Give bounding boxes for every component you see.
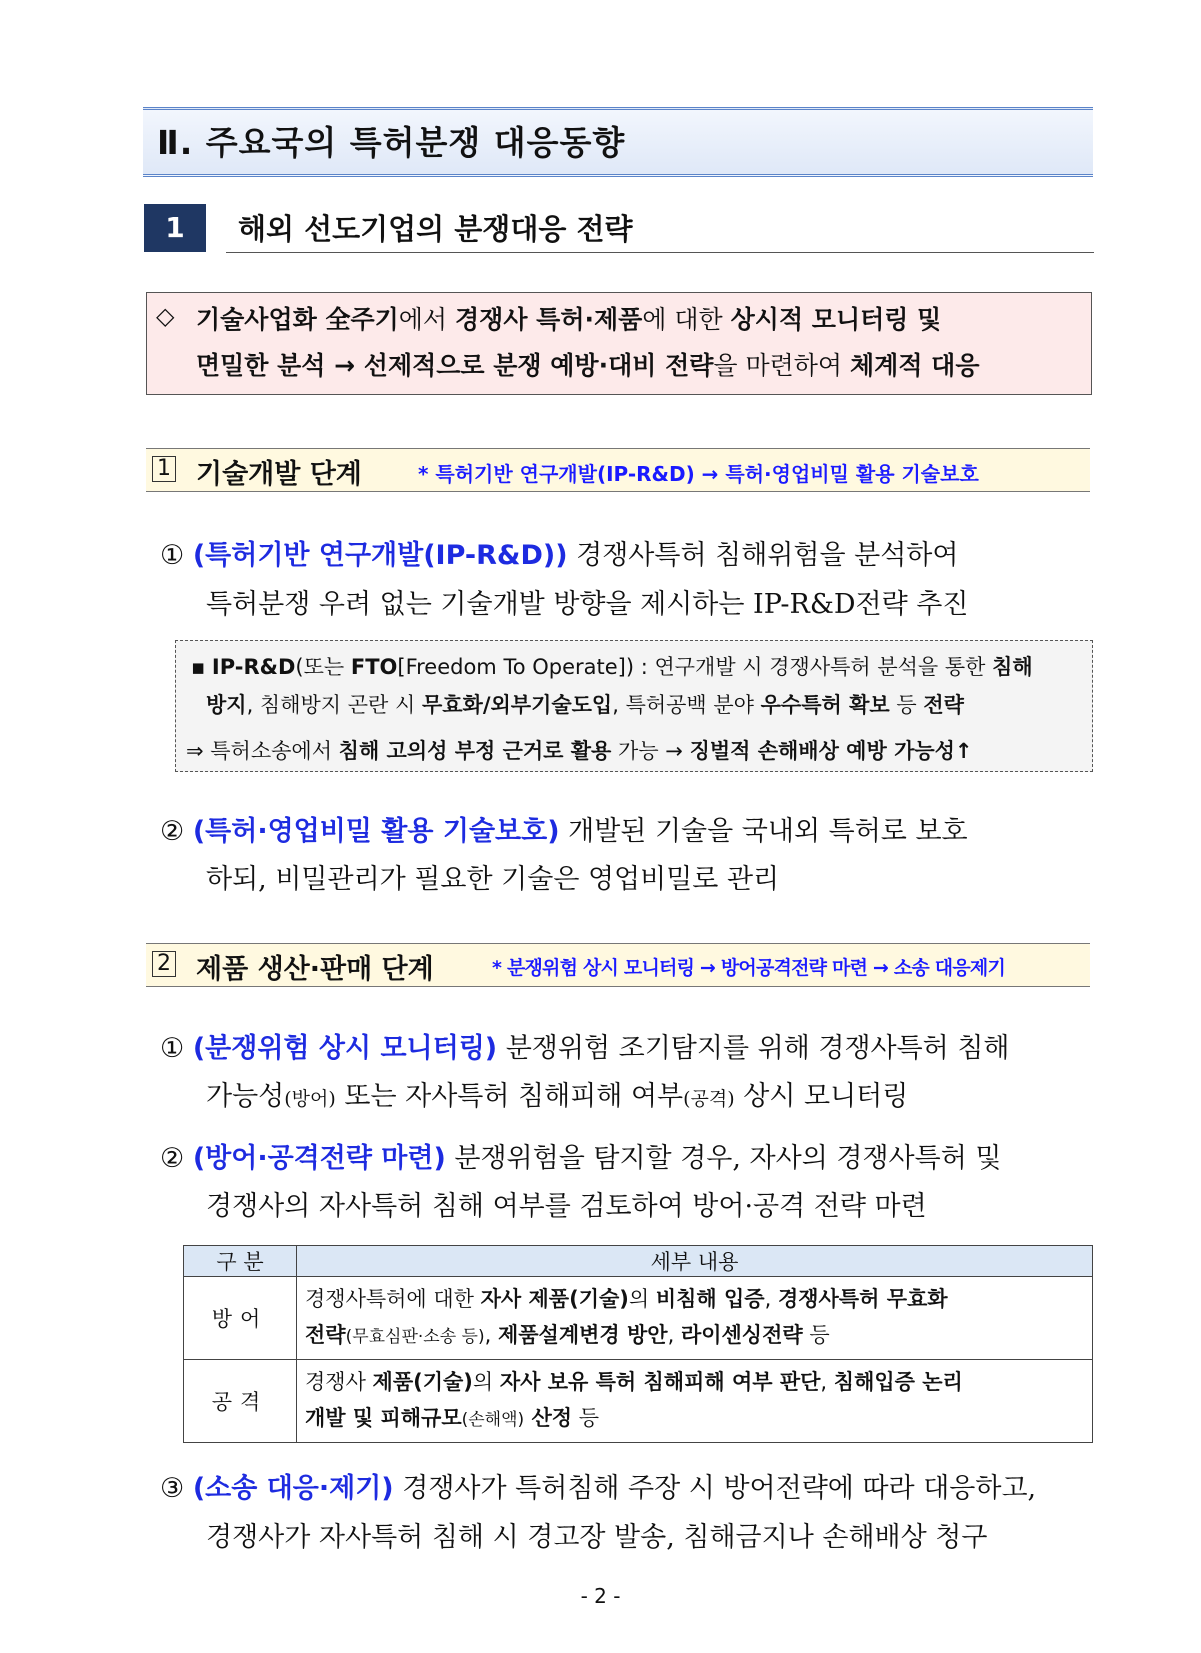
stage2-item-1-line1 xyxy=(160,1026,1010,1065)
text-run: 침해 고의성 부정 근거로 활용 xyxy=(338,739,612,763)
detail-line xyxy=(305,1317,1084,1355)
text-run: 제품설계변경 방안 xyxy=(497,1323,668,1347)
chapter-title: Ⅱ. 주요국의 특허분쟁 대응동향 xyxy=(157,123,626,162)
text-run: 개발 및 피해규모 xyxy=(305,1406,462,1430)
text-run: , xyxy=(820,1370,834,1394)
text-run: 경쟁사특허에 대한 xyxy=(305,1287,481,1311)
text-run: 기술사업화 全주기 xyxy=(196,305,399,334)
stage1-item-1-line2: 특허분쟁 우려 없는 기술개발 방향을 제시하는 IP-R&D전략 추진 xyxy=(206,589,969,620)
text-run: 침해입증 논리 xyxy=(833,1370,963,1394)
stage1-item-2-line1 xyxy=(160,809,968,848)
text-run: 의 xyxy=(628,1287,656,1311)
stage2-item-3-line1 xyxy=(160,1466,1036,1505)
stage-2-title: 제품 생산·판매 단계 xyxy=(196,954,434,985)
item-text: 분쟁위험 조기탐지를 위해 경쟁사특허 침해 xyxy=(497,1033,1010,1064)
item-text: 가능성 xyxy=(206,1081,285,1112)
text-run: 비침해 입증 xyxy=(655,1287,765,1311)
item-heading: (특허기반 연구개발(IP-R&D)) xyxy=(192,540,568,571)
text-run: 상시적 모니터링 및 xyxy=(730,305,942,334)
item-text: 개발된 기술을 국내외 특허로 보호 xyxy=(559,816,968,847)
detail-line xyxy=(305,1364,1084,1400)
detail-line xyxy=(305,1400,1084,1438)
table-row xyxy=(184,1360,1093,1443)
section-title: 해외 선도기업의 분쟁대응 전략 xyxy=(238,212,633,246)
text-run: (무효심판·소송 등) xyxy=(345,1327,485,1347)
summary-bullet: ◇ xyxy=(156,302,175,330)
text-run: , 침해방지 곤란 시 xyxy=(246,693,422,717)
table-cell-detail xyxy=(297,1360,1093,1443)
text-run: 을 마련하여 xyxy=(713,351,851,380)
text-run: ⇒ 특허소송에서 xyxy=(186,739,339,763)
text-run: 전략 xyxy=(305,1323,346,1347)
item-text: 경쟁사특허 침해위험을 분석하여 xyxy=(567,540,959,571)
text-run: 무효화/외부기술도입 xyxy=(421,693,613,717)
stage-1-number: 1 xyxy=(152,456,176,482)
text-run: [Freedom To Operate]) : 연구개발 시 경쟁사특허 분석을 통한 xyxy=(397,655,993,679)
table-cell-category: 방어 xyxy=(184,1277,297,1360)
summary-line-1 xyxy=(196,300,941,336)
text-run: 등 xyxy=(802,1323,830,1347)
table-cell-category: 공격 xyxy=(184,1360,297,1443)
item-heading: (특허·영업비밀 활용 기술보호) xyxy=(192,816,560,847)
text-run: 경쟁사 특허·제품 xyxy=(455,305,643,334)
text-run: 방지 xyxy=(206,693,247,717)
page-number: - 2 - xyxy=(580,1584,621,1608)
text-run: 에서 xyxy=(398,305,456,334)
section-underline xyxy=(226,252,1094,253)
text-run: 제품(기술) xyxy=(372,1370,473,1394)
stage2-item-2-line2: 경쟁사의 자사특허 침해 여부를 검토하여 방어·공격 전략 마련 xyxy=(206,1191,927,1222)
item-number: ② xyxy=(160,1143,185,1174)
table-cell-detail xyxy=(297,1277,1093,1360)
stage-2-note: * 분쟁위험 상시 모니터링 → 방어공격전략 마련 → 소송 대응제기 xyxy=(492,957,1006,979)
detail-line xyxy=(305,1281,1084,1317)
text-run: (손해액) xyxy=(461,1410,525,1430)
stage-1-note: * 특허기반 연구개발(IP-R&D) → 특허·영업비밀 활용 기술보호 xyxy=(418,462,979,486)
item-heading: (분쟁위험 상시 모니터링) xyxy=(192,1033,498,1064)
stage-1-title: 기술개발 단계 xyxy=(196,459,362,490)
item-number: ① xyxy=(160,540,185,571)
table-header-detail: 세부 내용 xyxy=(297,1246,1093,1277)
text-run: 등 xyxy=(889,693,924,717)
text-run: 산정 xyxy=(524,1406,573,1430)
stage1-item-1-line1 xyxy=(160,533,958,572)
note-line-1 xyxy=(191,651,1033,681)
item-heading: (방어·공격전략 마련) xyxy=(192,1143,446,1174)
item-note: (방어) xyxy=(284,1088,336,1110)
note-line-3 xyxy=(186,735,973,765)
item-text: 경쟁사가 특허침해 주장 시 방어전략에 따라 대응하고, xyxy=(393,1473,1037,1504)
stage2-item-1-line2 xyxy=(206,1074,908,1113)
stage-1-header xyxy=(146,448,1090,492)
stage2-item-3-line2: 경쟁사가 자사특허 침해 시 경고장 발송, 침해금지나 손해배상 청구 xyxy=(206,1522,988,1553)
text-run: 우수특허 확보 xyxy=(760,693,890,717)
table-row xyxy=(184,1277,1093,1360)
item-number: ③ xyxy=(160,1473,185,1504)
section-number-badge: 1 xyxy=(144,204,206,252)
note-line-2 xyxy=(206,689,964,719)
text-run: FTO xyxy=(350,655,398,679)
text-run: 자사 보유 특허 침해피해 여부 판단 xyxy=(499,1370,821,1394)
text-run: , 특허공백 분야 xyxy=(612,693,761,717)
text-run: IP-R&D xyxy=(211,655,296,679)
text-run: 자사 제품(기술) xyxy=(480,1287,629,1311)
item-number: ① xyxy=(160,1033,185,1064)
stage1-item-2-line2: 하되, 비밀관리가 필요한 기술은 영업비밀로 관리 xyxy=(206,864,780,895)
summary-line-2 xyxy=(196,346,980,382)
text-run: 면밀한 분석 → 선제적으로 분쟁 예방·대비 전략 xyxy=(196,351,714,380)
text-run: , xyxy=(764,1287,778,1311)
text-run: 전략 xyxy=(923,693,964,717)
text-run: ▪ xyxy=(191,655,212,679)
text-run: 경쟁사특허 무효화 xyxy=(777,1287,948,1311)
stage-2-header xyxy=(146,943,1090,987)
text-run: 에 대한 xyxy=(642,305,731,334)
item-text: 또는 자사특허 침해피해 여부 xyxy=(335,1081,684,1112)
stage-2-number: 2 xyxy=(152,951,176,977)
stage2-item-2-line1 xyxy=(160,1136,1001,1175)
text-run: , xyxy=(484,1323,498,1347)
table-header-category: 구 분 xyxy=(184,1246,297,1277)
text-run: 가능 → xyxy=(611,739,690,763)
item-heading: (소송 대응·제기) xyxy=(192,1473,394,1504)
table-header-row xyxy=(184,1246,1093,1277)
text-run: 징벌적 손해배상 예방 가능성↑ xyxy=(689,739,973,763)
text-run: 의 xyxy=(472,1370,500,1394)
text-run: , xyxy=(667,1323,681,1347)
item-text: 분쟁위험을 탐지할 경우, 자사의 경쟁사특허 및 xyxy=(445,1143,1002,1174)
item-number: ② xyxy=(160,816,185,847)
text-run: 침해 xyxy=(992,655,1033,679)
text-run: (또는 xyxy=(295,655,351,679)
strategy-table xyxy=(183,1245,1093,1443)
text-run: 체계적 대응 xyxy=(850,351,980,380)
text-run: 라이센싱전략 xyxy=(680,1323,803,1347)
text-run: 경쟁사 xyxy=(305,1370,373,1394)
item-note: (공격) xyxy=(683,1088,735,1110)
text-run: 등 xyxy=(572,1406,600,1430)
item-text: 상시 모니터링 xyxy=(734,1081,909,1112)
